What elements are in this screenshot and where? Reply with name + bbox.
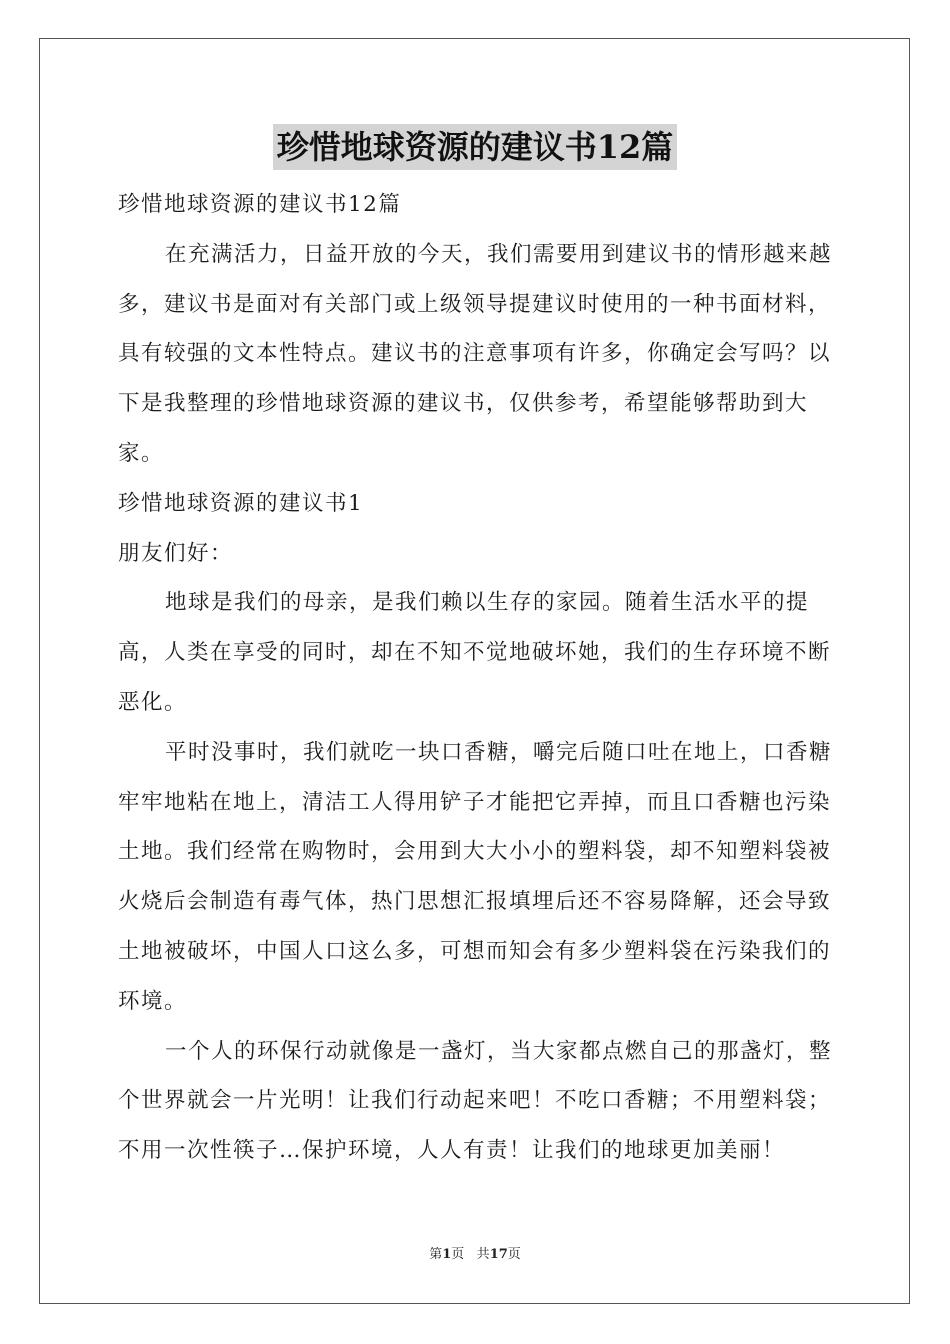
- footer-total-prefix: 共: [476, 1247, 490, 1262]
- paragraph-body-3: 一个人的环保行动就像是一盏灯，当大家都点燃自己的那盏灯，整个世界就会一片光明！让我们行动起来吧！不吃口香糖；不用塑料袋；不用一次性筷子…保护环境，人人有责！让我们的地球更加美丽！: [118, 1038, 833, 1164]
- footer-page-number: 1: [442, 1247, 452, 1262]
- document-title: 珍惜地球资源的建议书12篇: [273, 124, 678, 170]
- paragraph-intro: 在充满活力，日益开放的今天，我们需要用到建议书的情形越来越多，建议书是面对有关部门或上级领导提建议时使用的一种书面材料，具有较强的文本性特点。建议书的注意事项有许多，你确定会写吗？以下是我整理的珍惜地球资源的建议书，仅供参考，希望能够帮助到大家。: [118, 241, 833, 466]
- greeting: 朋友们好：: [118, 540, 234, 566]
- paragraph-body-1: 地球是我们的母亲，是我们赖以生存的家园。随着生活水平的提高，人类在享受的同时，却在不知不觉地破坏她，我们的生存环境不断恶化。: [118, 590, 832, 715]
- footer-total-suffix: 页: [507, 1247, 521, 1262]
- paragraph-body-2: 平时没事时，我们就吃一块口香糖，嚼完后随口吐在地上，口香糖牢牢地粘在地上，清洁工人得用铲子才能把它弄掉，而且口香糖也污染土地。我们经常在购物时，会用到大大小小的塑料袋，却不知塑料袋被火烧后会制造有毒气体，热门思想汇报填埋后还不容易降解，还会导致土地被破坏，中国人口这么多，可想而知会有多少塑料袋在污染我们的环境。: [118, 739, 833, 1014]
- footer-page-suffix: 页: [451, 1247, 465, 1262]
- paragraph-subtitle: 珍惜地球资源的建议书12篇: [118, 192, 402, 217]
- footer-total-pages: 17: [489, 1247, 508, 1262]
- section-heading: 珍惜地球资源的建议书1: [118, 490, 364, 516]
- document-body: [118, 180, 834, 1176]
- title-wrap: [0, 124, 950, 170]
- page-footer: [0, 1246, 950, 1264]
- footer-page-prefix: 第: [429, 1247, 443, 1262]
